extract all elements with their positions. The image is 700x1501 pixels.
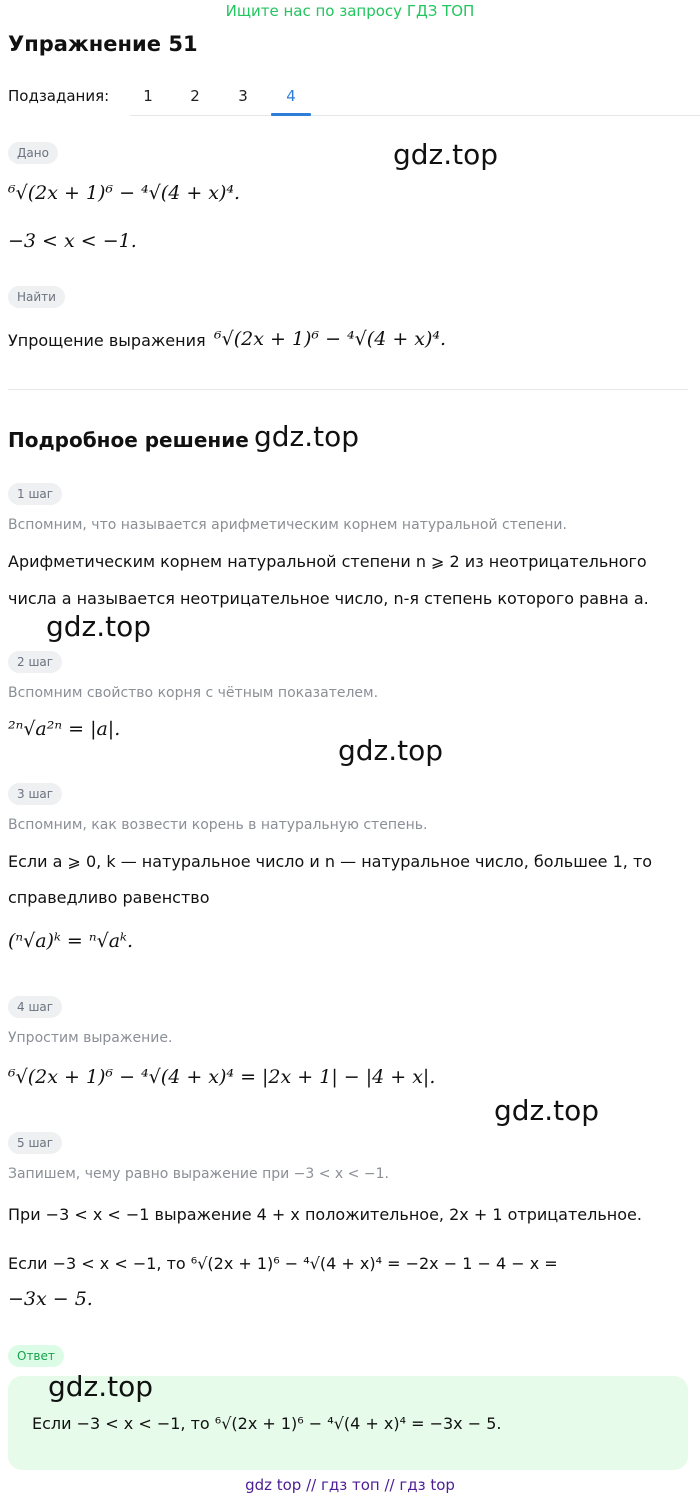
step-4-chip: 4 шаг: [8, 996, 62, 1018]
watermark: gdz.top: [48, 1370, 154, 1403]
given-chip: Дано: [8, 142, 58, 164]
footer-links[interactable]: gdz top // гдз топ // гдз top: [245, 1476, 455, 1494]
step-2-formula: ²ⁿ√a²ⁿ = |a|.: [8, 718, 121, 740]
solution-heading: Подробное решение: [8, 428, 249, 452]
step-1-line-2: числа a называется неотрицательное число, n-я степень которого равна a.: [8, 589, 649, 608]
find-chip: Найти: [8, 286, 65, 308]
step-3-line-1: Если a ⩾ 0, k — натуральное число и n — натуральное число, большее 1, то: [8, 852, 653, 871]
step-3-formula: (ⁿ√a)ᵏ = ⁿ√aᵏ.: [8, 930, 133, 952]
step-3-hint: Вспомним, как возвести корень в натуральную степень.: [8, 817, 428, 833]
step-4-formula: ⁶√(2x + 1)⁶ − ⁴√(4 + x)⁴ = |2x + 1| − |4 + x|.: [8, 1066, 436, 1088]
promo-banner[interactable]: Ищите нас по запросу ГДЗ ТОП: [225, 2, 475, 20]
find-text: Упрощение выражения: [8, 331, 206, 350]
step-1-chip: 1 шаг: [8, 483, 62, 505]
step-5-hint: Запишем, чему равно выражение при −3 < x < −1.: [8, 1166, 389, 1182]
answer-chip: Ответ: [8, 1345, 64, 1367]
step-5-chip: 5 шаг: [8, 1132, 62, 1154]
page-title: Упражнение 51: [8, 32, 198, 56]
subtasks-label: Подзадания:: [8, 87, 110, 105]
tabs-divider: [130, 115, 700, 116]
step-5-line-2: Если −3 < x < −1, то ⁶√(2x + 1)⁶ − ⁴√(4 + x)⁴ = −2x − 1 − 4 − x =: [8, 1254, 558, 1273]
section-divider: [8, 389, 688, 390]
watermark: gdz.top: [254, 420, 360, 453]
step-2-hint: Вспомним свойство корня с чётным показателем.: [8, 685, 379, 701]
step-1-hint: Вспомним, что называется арифметическим корнем натуральной степени.: [8, 517, 567, 533]
given-expression: ⁶√(2x + 1)⁶ − ⁴√(4 + x)⁴.: [8, 182, 241, 204]
tab-subtask-1[interactable]: 1: [143, 87, 153, 105]
given-condition: −3 < x < −1.: [8, 230, 137, 252]
watermark: gdz.top: [338, 734, 444, 767]
step-3-chip: 3 шаг: [8, 783, 62, 805]
step-1-line-1: Арифметическим корнем натуральной степени n ⩾ 2 из неотрицательного: [8, 552, 647, 571]
watermark: gdz.top: [46, 610, 152, 643]
step-5-line-1: При −3 < x < −1 выражение 4 + x положительное, 2x + 1 отрицательное.: [8, 1205, 642, 1224]
tab-subtask-3[interactable]: 3: [238, 87, 248, 105]
step-4-hint: Упростим выражение.: [8, 1030, 173, 1046]
find-expression: ⁶√(2x + 1)⁶ − ⁴√(4 + x)⁴.: [214, 328, 447, 350]
step-2-chip: 2 шаг: [8, 651, 62, 673]
tab-subtask-2[interactable]: 2: [190, 87, 200, 105]
active-tab-indicator: [271, 113, 311, 116]
tab-subtask-4[interactable]: 4: [286, 87, 296, 105]
answer-text: Если −3 < x < −1, то ⁶√(2x + 1)⁶ − ⁴√(4 + x)⁴ = −3x − 5.: [32, 1414, 502, 1433]
step-5-line-3: −3x − 5.: [8, 1288, 93, 1310]
step-3-line-2: справедливо равенство: [8, 888, 210, 907]
watermark: gdz.top: [494, 1094, 600, 1127]
watermark: gdz.top: [393, 138, 499, 171]
